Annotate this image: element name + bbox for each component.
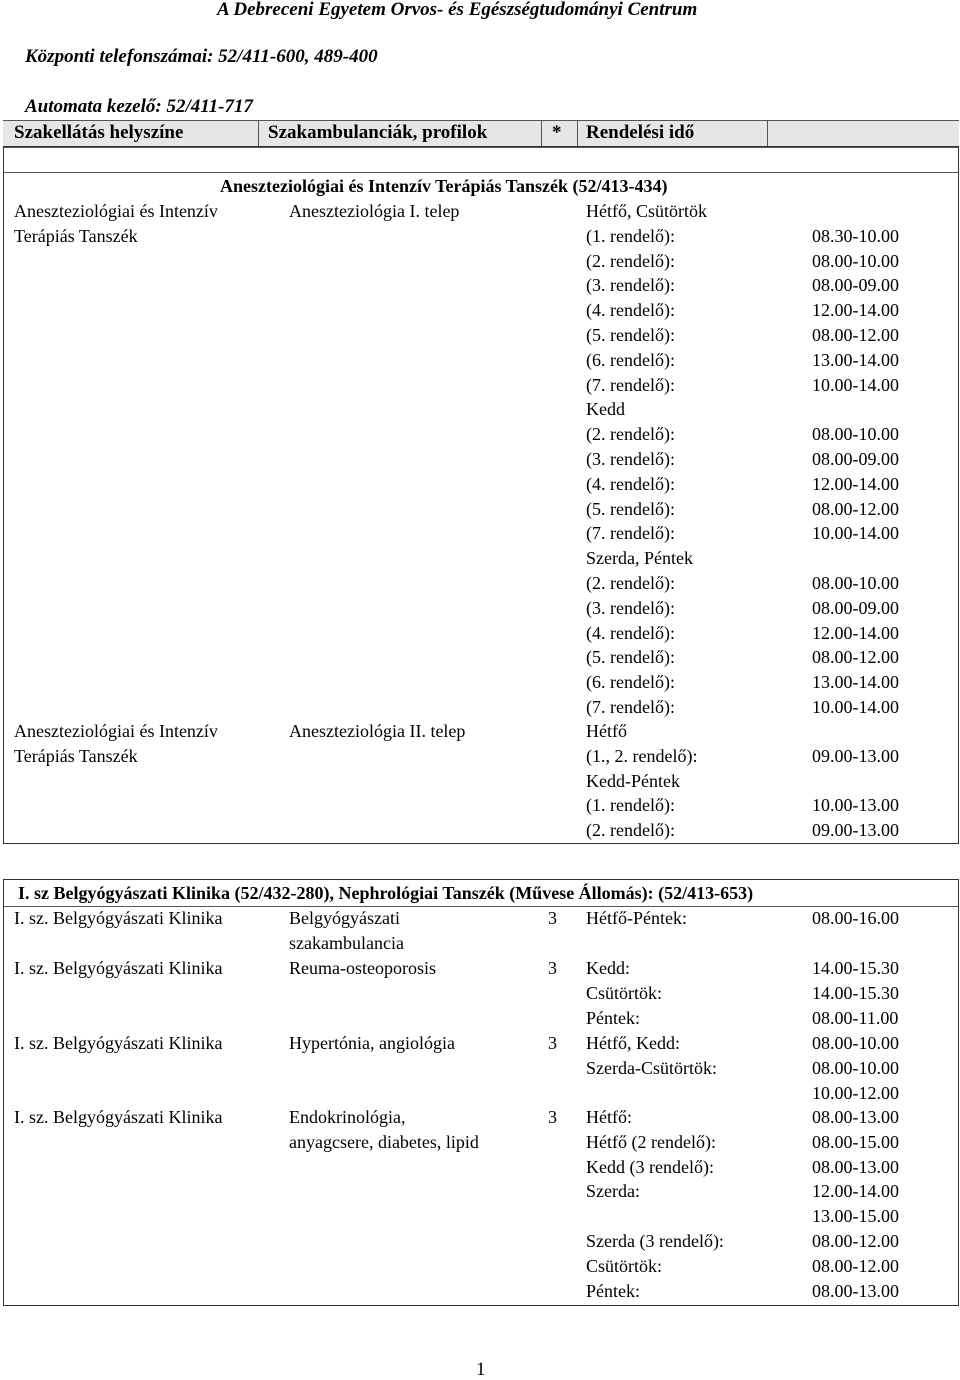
hours-value: 09.00-13.00 xyxy=(812,745,899,766)
hours-label: Hétfő-Péntek: xyxy=(586,908,687,928)
hours-value: 08.00-10.00 xyxy=(812,424,899,445)
site-label: I. sz. Belgyógyászati Klinika xyxy=(14,1033,223,1053)
hours-value: 10.00-13.00 xyxy=(812,795,899,816)
hours-label: Csütörtök: xyxy=(586,1255,663,1276)
site-label: I. sz. Belgyógyászati Klinika xyxy=(14,1107,223,1127)
hours-value: 10.00-14.00 xyxy=(812,697,899,717)
hours-label: (4. rendelő): xyxy=(586,473,675,494)
hours-value: 08.00-10.00 xyxy=(812,573,899,593)
hours-label: (2. rendelő): xyxy=(586,424,675,445)
clinic-label: Reuma-osteoporosis xyxy=(289,958,436,978)
hours-label: (1., 2. rendelő): xyxy=(586,745,698,766)
hours-value: 08.00-09.00 xyxy=(812,275,899,296)
star-value: 3 xyxy=(548,958,557,978)
hours-value: 10.00-14.00 xyxy=(812,523,899,544)
hours-label: Hétfő, Kedd: xyxy=(586,1033,680,1053)
hours-label: Kedd: xyxy=(586,958,630,978)
hours-label: (1. rendelő): xyxy=(586,795,675,816)
header-star: * xyxy=(552,122,562,143)
hours-label: (7. rendelő): xyxy=(586,523,675,544)
hours-label: (3. rendelő): xyxy=(586,597,675,618)
site-label: Aneszteziológiai és Intenzív xyxy=(14,201,218,221)
hours-label: (2. rendelő): xyxy=(586,573,675,593)
institution-title: A Debreceni Egyetem Orvos- és Egészségtudományi Centrum xyxy=(217,0,698,20)
hours-label: Szerda: xyxy=(586,1181,640,1202)
hours-value: 13.00-15.00 xyxy=(812,1206,899,1227)
hours-value: 13.00-14.00 xyxy=(812,349,899,370)
clinic-label: Aneszteziológia II. telep xyxy=(289,721,466,741)
hours-label: (5. rendelő): xyxy=(586,647,675,668)
clinic-label: Aneszteziológia I. telep xyxy=(289,201,460,221)
hours-label: Hétfő xyxy=(586,721,627,741)
hours-value: 08.00-13.00 xyxy=(812,1156,899,1177)
hours-label: Kedd (3 rendelő): xyxy=(586,1156,714,1177)
hours-value: 10.00-12.00 xyxy=(812,1082,899,1103)
hours-value: 08.00-09.00 xyxy=(812,597,899,618)
hours-value: 12.00-14.00 xyxy=(812,300,899,321)
hours-label: (4. rendelő): xyxy=(586,622,675,643)
hours-value: 08.00-13.00 xyxy=(812,1280,899,1301)
hours-value: 08.00-12.00 xyxy=(812,647,899,668)
site-label: Terápiás Tanszék xyxy=(14,225,138,246)
hours-label: Hétfő, Csütörtök xyxy=(586,201,707,221)
hours-label: (7. rendelő): xyxy=(586,374,675,395)
hours-value: 12.00-14.00 xyxy=(812,622,899,643)
star-value: 3 xyxy=(548,1107,557,1127)
hours-label: (2. rendelő): xyxy=(586,820,675,841)
site-label: I. sz. Belgyógyászati Klinika xyxy=(14,958,223,978)
clinic-label: Hypertónia, angiológia xyxy=(289,1033,455,1053)
hours-label: (2. rendelő): xyxy=(586,250,675,271)
site-label: I. sz. Belgyógyászati Klinika xyxy=(14,908,223,928)
hours-label: Hétfő: xyxy=(586,1107,632,1127)
header-clinic: Szakambulanciák, profilok xyxy=(268,122,488,143)
hours-value: 08.00-12.00 xyxy=(812,498,899,519)
hours-label: Szerda (3 rendelő): xyxy=(586,1231,724,1251)
hours-label: Szerda-Csütörtök: xyxy=(586,1057,717,1078)
hours-value: 08.00-11.00 xyxy=(812,1007,899,1028)
hours-value: 08.00-09.00 xyxy=(812,449,899,469)
hours-label: (5. rendelő): xyxy=(586,498,675,519)
site-label: Terápiás Tanszék xyxy=(14,745,138,766)
hours-label: Csütörtök: xyxy=(586,982,663,1003)
hours-label: (5. rendelő): xyxy=(586,325,675,345)
header-hours: Rendelési idő xyxy=(586,122,695,143)
operator-number: Automata kezelő: 52/411-717 xyxy=(25,96,253,117)
hours-label: Kedd-Péntek xyxy=(586,770,680,791)
clinic-label: szakambulancia xyxy=(289,932,404,953)
hours-label: Hétfő (2 rendelő): xyxy=(586,1131,716,1152)
hours-value: 08.00-10.00 xyxy=(812,1057,899,1078)
hours-value: 08.00-10.00 xyxy=(812,1033,899,1053)
hours-label: Kedd xyxy=(586,399,625,420)
hours-label: Péntek: xyxy=(586,1007,640,1028)
hours-label: (6. rendelő): xyxy=(586,349,675,370)
hours-value: 08.00-15.00 xyxy=(812,1131,899,1152)
hours-value: 14.00-15.30 xyxy=(812,958,899,978)
hours-label: (4. rendelő): xyxy=(586,300,675,321)
hours-value: 08.00-12.00 xyxy=(812,1231,899,1251)
hours-value: 12.00-14.00 xyxy=(812,1181,899,1202)
hours-value: 08.00-16.00 xyxy=(812,908,899,928)
hours-value: 13.00-14.00 xyxy=(812,672,899,693)
clinic-label: Endokrinológia, xyxy=(289,1107,406,1127)
hours-value: 08.00-12.00 xyxy=(812,325,899,345)
clinic-label: anyagcsere, diabetes, lipid xyxy=(289,1131,479,1152)
hours-label: (6. rendelő): xyxy=(586,672,675,693)
hours-label: (7. rendelő): xyxy=(586,697,675,717)
hours-label: Szerda, Péntek xyxy=(586,548,693,569)
star-value: 3 xyxy=(548,908,557,928)
phone-numbers: Központi telefonszámai: 52/411-600, 489-400 xyxy=(25,46,378,67)
hours-value: 08.00-12.00 xyxy=(812,1255,899,1276)
section-title: Aneszteziológiai és Intenzív Terápiás Tanszék (52/413-434) xyxy=(220,176,668,196)
hours-value: 12.00-14.00 xyxy=(812,473,899,494)
hours-value: 08.30-10.00 xyxy=(812,225,899,246)
clinic-label: Belgyógyászati xyxy=(289,908,400,928)
hours-value: 08.00-13.00 xyxy=(812,1107,899,1127)
hours-value: 08.00-10.00 xyxy=(812,250,899,271)
hours-label: (3. rendelő): xyxy=(586,449,675,469)
hours-label: (1. rendelő): xyxy=(586,225,675,246)
star-value: 3 xyxy=(548,1033,557,1053)
hours-label: (3. rendelő): xyxy=(586,275,675,296)
hours-value: 09.00-13.00 xyxy=(812,820,899,841)
hours-value: 14.00-15.30 xyxy=(812,982,899,1003)
site-label: Aneszteziológiai és Intenzív xyxy=(14,721,218,741)
section-title: I. sz Belgyógyászati Klinika (52/432-280), Nephrológiai Tanszék (Művese Állomás): (52/413-653) xyxy=(18,883,754,903)
hours-label: Péntek: xyxy=(586,1280,640,1301)
header-site: Szakellátás helyszíne xyxy=(14,122,184,143)
page-number: 1 xyxy=(476,1359,486,1380)
hours-value: 10.00-14.00 xyxy=(812,374,899,395)
